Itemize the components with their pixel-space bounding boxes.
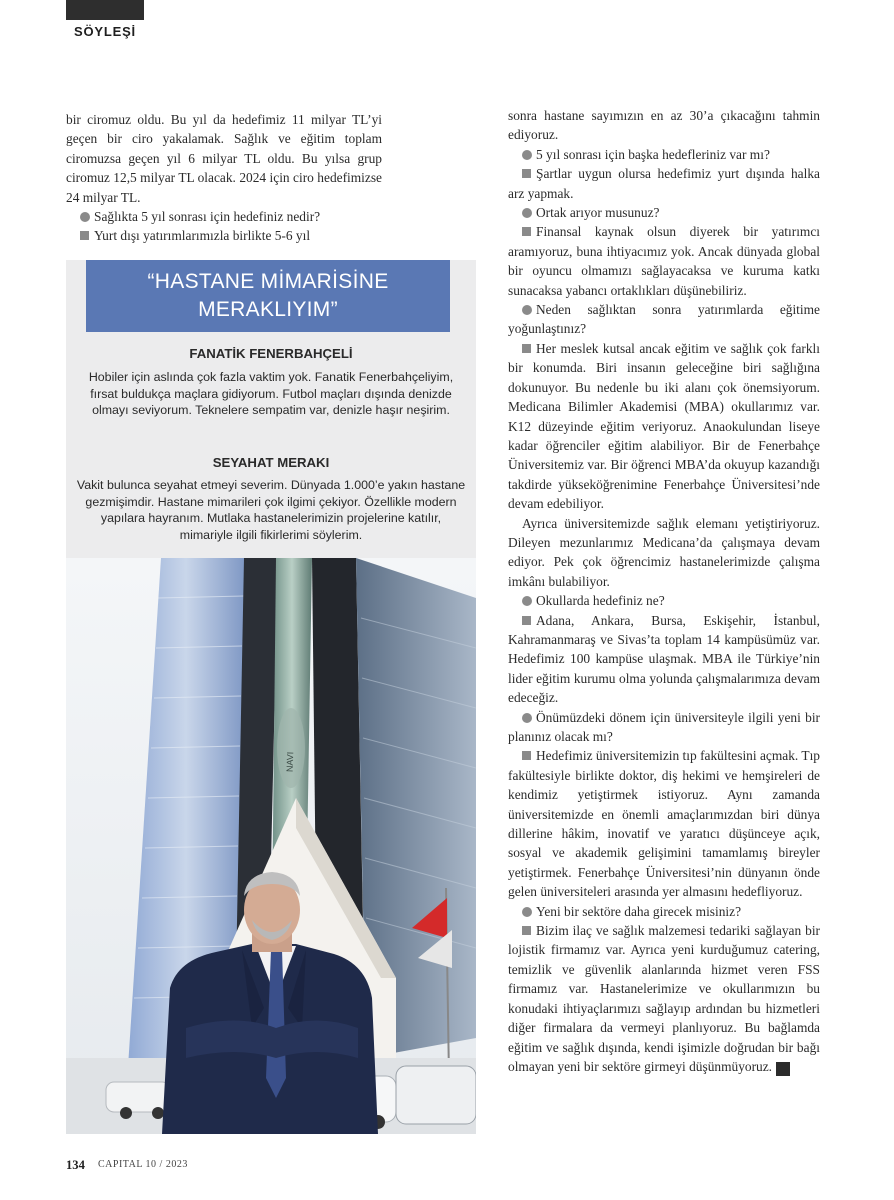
question-bullet-icon [522,150,532,160]
answer-bullet-icon [522,926,531,935]
portrait-photo [66,558,476,1134]
question-paragraph [508,591,820,610]
sidebar-title-line2: MERAKLIYIM” [198,298,338,321]
end-mark-icon: C [776,1062,790,1076]
question-bullet-icon [80,212,90,222]
paragraph-text: 5 yıl sonrası için başka hedefleriniz var mı? [536,146,770,162]
question-bullet-icon [522,596,532,606]
paragraph-text: bir ciromuz oldu. Bu yıl da hedefimiz 11 milyar TL’yi geçen bir ciro yakalamak. Sağlık ve eğitim toplam ciromuzsa geçen yıl 6 milyar TL oldu. Bu yılsa grup ciromuz 12,5 milyar TL olacak. 2024 için ciro hedefimizse 24 milyar TL. [66,112,382,205]
paragraph-text: Önümüzdeki dönem için üniversiteyle ilgili yeni bir planınız olacak mı? [508,709,820,744]
building-sign: NAVI [284,751,296,773]
sidebar-title-line1: “HASTANE MİMARİSİNE [147,270,389,293]
answer-paragraph [508,339,820,514]
question-bullet-icon [522,305,532,315]
question-paragraph [508,203,820,222]
paragraph-text: Hedefimiz üniversitemizin tıp fakültesini açmak. Tıp fakültesiyle birlikte doktor, diş hekimi ve hemşireleri de kendimiz yetiştirmek istiyoruz. Aynı zamanda üniversitemizde en önemli amaçlarımızdan biri dünya dillerine hâkim, inovatif ve yaratıcı düşünceye açık, sosyal ve akademik gelişimini tamamlamış bireyler yetiştirmek. Fenerbahçe Üniversitesi’nin dünyanın önde gelen üniversiteleri arasında yer almasını hedefliyoruz. [508,748,820,900]
question-paragraph [508,145,820,164]
answer-paragraph [508,746,820,901]
magazine-name: CAPITAL 10 / 2023 [98,1159,188,1170]
left-column [66,110,382,246]
paragraph-text: Ortak arıyor musunuz? [536,205,660,221]
page-number: 134 [66,1158,85,1172]
answer-bullet-icon [522,751,531,760]
body-paragraph [66,110,382,207]
paragraph-text: Neden sağlıktan sonra yatırımlarda eğitime yoğunlaştınız? [508,302,820,337]
sidebar-heading-1: FANATİK FENERBAHÇELİ [189,346,353,361]
answer-paragraph [508,611,820,708]
paragraph-text: Yeni bir sektöre daha girecek misiniz? [536,903,742,919]
paragraph-text: Sağlıkta 5 yıl sonrası için hedefiniz nedir? [94,209,321,225]
answer-paragraph [508,164,820,203]
paragraph-text: Adana, Ankara, Bursa, Eskişehir, İstanbul, Kahramanmaraş ve Sivas’ta toplam 14 kampüsümüz var. Hedefimiz 100 kampüse ulaşmak. MBA ile Türkiye’nin lider eğitim kurumu olma yolunda çalışmalarımıza devam edeceğiz. [508,612,820,706]
question-paragraph [508,300,820,339]
question-paragraph [508,902,820,921]
answer-paragraph [66,226,382,245]
answer-bullet-icon [522,169,531,178]
answer-bullet-icon [80,231,89,240]
paragraph-text: Yurt dışı yatırımlarımızla birlikte 5-6 yıl [94,228,311,244]
question-bullet-icon [522,208,532,218]
body-paragraph [508,106,820,145]
sidebar-heading-2: SEYAHAT MERAKI [212,455,330,470]
question-paragraph [66,207,382,226]
paragraph-text: Bizim ilaç ve sağlık malzemesi tedariki sağlayan bir lojistik firmamız var. Ayrıca yeni kurduğumuz catering, temizlik ve güvenlik alanlarında hizmet veren FSS firmamız var. Hastanelerimize ve okullarımızın bu konudaki ihtiyaçlarımızı sağlayıp ardından bu hizmetleri diğer firmalara da vermeyi planlıyoruz. Bu bağlamda eğitim ve sağlık dışında, kendi işimizle doğrudan bir bağı olmayan yeni bir sektöre girmeyi düşünmüyoruz. [508,923,820,1074]
answer-bullet-icon [522,344,531,353]
sidebar-text-1: Hobiler için aslında çok fazla vaktim yok. Fanatik Fenerbahçeliyim, fırsat buldukça maçlara gidiyorum. Futbol maçları dışında denizde olmayı seviyorum. Teknelere sempatim var, denizle haşır neşirim. [88,370,454,418]
section-tab [66,0,144,20]
right-column [508,106,820,1076]
answer-paragraph [508,921,820,1076]
sidebar-text-2: Vakit bulunca seyahat etmeyi severim. Dünyada 1.000’e yakın hastane gezmişimdir. Hastane mimarileri çok ilgimi çekiyor. Özellikle modern yapılara hayranım. Mutlaka hastanelerimizin projelerine katılır, mimariyle ilgili fikirlerimi söylerim. [76,478,466,542]
paragraph-text: Şartlar uygun olursa hedefimiz yurt dışında halka arz yapmak. [508,166,820,201]
section-label: SÖYLEŞİ [74,24,136,39]
paragraph-text: Her meslek kutsal ancak eğitim ve sağlık çok farklı bir konumda. Biri insanın geleceğine biri sağlığına dokunuyor. Bu nedenle bu iki alanı çok önemsiyorum. Medicana Bilimler Akademisi (MBA) okullarımız var. K12 düzeyinde eğitim veriyoruz. Anaokulundan liseye kadar öğrenciler eğitim alabiliyor. Bir de Fenerbahçe Üniversitemiz var. Bir öğrenci MBA’da okuyup kazandığı takdirde yükseköğrenimine Fenerbahçe Üniversitesi’nde devam edebiliyor. [508,340,820,512]
answer-bullet-icon [522,227,531,236]
paragraph-text: Okullarda hedefiniz ne? [536,593,665,609]
question-bullet-icon [522,907,532,917]
body-paragraph [508,514,820,592]
paragraph-text: Ayrıca üniversitemizde sağlık elemanı yetiştiriyoruz. Dileyen mezunlarımız Medicana’da çalışmaya devam ediyor. Pek çok öğrencimiz hastanelerimizde çalışma imkânı bulabiliyor. [508,515,820,589]
answer-bullet-icon [522,616,531,625]
sidebar-title [86,260,450,332]
paragraph-text: sonra hastane sayımızın en az 30’a çıkacağını tahmin ediyoruz. [508,108,820,143]
answer-paragraph [508,222,820,300]
question-paragraph [508,708,820,747]
question-bullet-icon [522,713,532,723]
paragraph-text: Finansal kaynak olsun diyerek bir yatırımcı aramıyoruz, buna ihtiyacımız yok. Ancak dünyada global bir oyuncu olmamızı sağlayacaksa ve kuruma katkı sunacaksa yabancı ortaklıkları düşünebiliriz. [508,224,820,298]
